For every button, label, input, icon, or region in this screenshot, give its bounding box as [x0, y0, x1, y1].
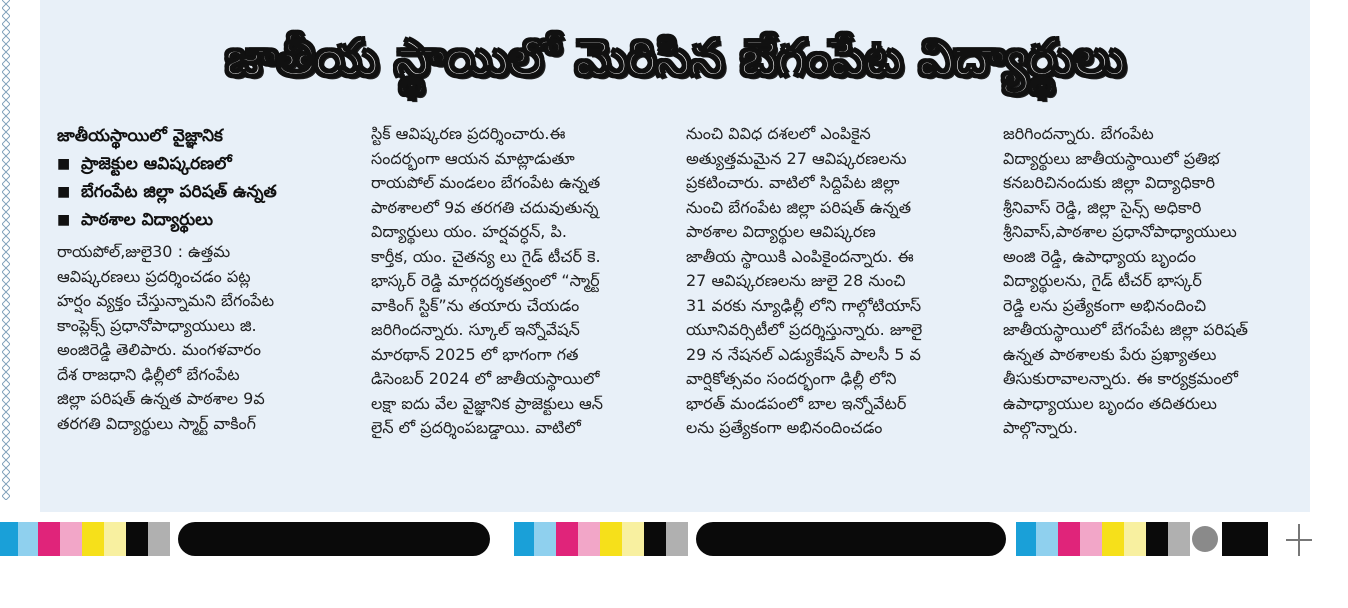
text-line: లను ప్రత్యేకంగా అభినందించడం [686, 418, 883, 437]
page-edge-decoration [2, 0, 16, 500]
color-swatch-light-cyan [534, 522, 556, 556]
text-line: వార్షికోత్సవం సందర్భంగా ఢిల్లీ లోని [686, 369, 897, 388]
color-swatch-cyan [514, 522, 534, 556]
text-line: 27 ఆవిష్కరణలను జులై 28 నుంచి [686, 271, 906, 290]
text-line: జరిగిందన్నారు. బేగంపేట [1003, 124, 1154, 143]
text-line: విద్యార్థులు జాతీయస్థాయిలో ప్రతిభ [1003, 148, 1220, 168]
text-line: జాతీయ స్థాయికి ఎంపికైందన్నారు. ఈ [686, 246, 914, 266]
bullet-icon: ■ [57, 184, 71, 200]
text-line: విద్యార్థులను, గైడ్ టీచర్ భాస్కర్ [1003, 271, 1202, 290]
text-line: తీసుకురావాలన్నారు. ఈ కార్యక్రమంలో [1003, 369, 1238, 388]
article-column-3 [686, 122, 986, 502]
text-line: ఉపాధ్యాయుల బృందం తదితరులు [1003, 393, 1217, 413]
text-line: శ్రీనివాస్ రెడ్డి, జిల్లా సైన్స్ అధికారి [1003, 197, 1202, 217]
article-column-2 [371, 122, 671, 502]
text-line: రాయపోల్ మండలం బేగంపేట ఉన్నత [371, 173, 601, 192]
color-swatch-light-magenta [1080, 522, 1102, 556]
text-line: అంజిరెడ్డి తెలిపారు. మంగళవారం [57, 340, 261, 359]
color-swatch-yellow [82, 522, 104, 556]
text-line: మారథాన్ 2025 లో భాగంగా గత [371, 344, 579, 364]
text-line: లైన్ లో ప్రదర్శింపబడ్డాయి. వాటిలో [371, 418, 581, 437]
color-swatch-light-magenta [60, 522, 82, 556]
bullet-icon: ■ [57, 156, 71, 172]
article-column-4 [1003, 122, 1303, 502]
bullet-icon: ■ [57, 212, 71, 228]
color-swatch-magenta [556, 522, 578, 556]
text-line: స్టిక్ ఆవిష్కరణ ప్రదర్శించారు.ఈ [371, 124, 566, 143]
deck-line: ■ ప్రాజెక్టుల ఆవిష్కరణలో [57, 150, 365, 178]
text-line: శ్రీనివాస్,పాఠశాల ప్రధానోపాధ్యాయులు [1003, 222, 1237, 241]
color-swatch-light-yellow [622, 522, 644, 556]
text-line: భారత్ మండపంలో బాల ఇన్నోవేటర్ [686, 393, 907, 413]
color-swatch-black [126, 522, 148, 556]
text-line: నుంచి బేగంపేట జిల్లా పరిషత్ ఉన్నత [686, 197, 912, 217]
text-line: ప్రకటించారు. వాటిలో సిద్దిపేట జిల్లా [686, 173, 900, 192]
text-line: కనబరిచినందుకు జిల్లా విద్యాధికారి [1003, 173, 1216, 192]
text-line: పాల్గొన్నారు. [1003, 418, 1078, 437]
text-line: భాస్కర్ రెడ్డి మార్గదర్శకత్వంలో “స్మార్ట్ [371, 271, 600, 290]
color-swatch-black [1146, 522, 1168, 556]
color-swatch-gray [148, 522, 170, 556]
text-line: లక్షా ఐదు వేల వైజ్ఞానిక ప్రాజెక్టులు ఆన్ [371, 393, 603, 413]
text-line: 31 వరకు న్యూఢిల్లీ లోని గాల్గోటియాస్ [686, 295, 922, 315]
color-swatch-light-yellow [104, 522, 126, 556]
headline: జాతీయ స్థాయిలో మెరిసిన బేగంపేట విద్యార్థులు [225, 29, 1125, 87]
deck-line: ■ పాఠశాల విద్యార్థులు [57, 206, 365, 234]
text-line: ఆవిష్కరణలు ప్రదర్శించడం పట్ల [57, 266, 251, 286]
black-registration-bar [178, 522, 490, 556]
color-swatch-black [644, 522, 666, 556]
text-line: పాఠశాల విద్యార్థుల ఆవిష్కరణ [686, 222, 876, 241]
text-line: కార్తీక, యం. చైతన్య లు గైడ్ టీచర్ కె. [371, 246, 601, 266]
color-swatch-gray [666, 522, 688, 556]
text-line: నుంచి వివిధ దశలలో ఎంపికైన [686, 124, 871, 143]
text-line: జరిగిందన్నారు. స్కూల్ ఇన్నోవేషన్ [371, 320, 580, 339]
color-swatch-light-cyan [1036, 522, 1058, 556]
color-swatch-cyan [0, 522, 18, 556]
text-line: జిల్లా పరిషత్ ఉన్నత పాఠశాల 9వ [57, 389, 265, 408]
text-line: యూనివర్సిటీలో ప్రదర్శిస్తున్నారు. జూలై [686, 320, 923, 339]
text-line: సందర్భంగా ఆయన మాట్లాడుతూ [371, 148, 575, 168]
color-swatch-cyan [1016, 522, 1036, 556]
text-line: హర్షం వ్యక్తం చేస్తున్నామని బేగంపేట [57, 291, 275, 310]
deck-line: ■ బేగంపేట జిల్లా పరిషత్ ఉన్నత [57, 178, 365, 206]
text-line: రెడ్డి లను ప్రత్యేకంగా అభినందించి [1003, 295, 1207, 315]
color-swatch-yellow [1102, 522, 1124, 556]
color-swatch-yellow [600, 522, 622, 556]
color-swatch-light-magenta [578, 522, 600, 556]
deck-line: జాతీయస్థాయిలో వైజ్ఞానిక [57, 126, 223, 146]
deck-subheading [57, 122, 365, 234]
text-line: వాకింగ్ స్టిక్”ను తయారు చేయడం [371, 295, 580, 315]
registration-crosshair-icon [1286, 520, 1312, 560]
color-swatch-light-cyan [18, 522, 38, 556]
text-line: విద్యార్థులు యం. హర్షవర్ధన్, పి. [371, 222, 567, 241]
news-article [40, 0, 1310, 512]
registration-circle [1192, 526, 1218, 552]
print-color-registration-bar [0, 520, 1348, 560]
color-swatch-magenta [1058, 522, 1080, 556]
text-line: అంజి రెడ్డి, ఉపాధ్యాయ బృందం [1003, 246, 1197, 266]
text-line: తరగతి విద్యార్థులు స్మార్ట్ వాకింగ్ [57, 413, 257, 433]
color-swatch-black [1222, 522, 1268, 556]
color-swatch-gray [1168, 522, 1190, 556]
article-column-1 [57, 122, 365, 502]
text-line: కాంప్లెక్స్ ప్రధానోపాధ్యాయులు జి. [57, 315, 257, 335]
text-line: 29 న నేషనల్ ఎడ్యుకేషన్ పాలసీ 5 వ [686, 344, 921, 364]
text-line: డిసెంబర్ 2024 లో జాతీయస్థాయిలో [371, 369, 600, 388]
color-swatch-magenta [38, 522, 60, 556]
text-line: ఉన్నత పాఠశాలకు పేరు ప్రఖ్యాతలు [1003, 344, 1217, 364]
text-line: రాయపోల్,జులై30 : ఉత్తమ [57, 242, 231, 261]
black-registration-bar [696, 522, 1006, 556]
text-line: అత్యుత్తమమైన 27 ఆవిష్కరణలను [686, 148, 907, 168]
text-line: పాఠశాలలో 9వ తరగతి చదువుతున్న [371, 197, 599, 217]
color-swatch-light-yellow [1124, 522, 1146, 556]
text-line: జాతీయస్థాయిలో బేగంపేట జిల్లా పరిషత్ [1003, 320, 1248, 339]
text-line: దేశ రాజధాని ఢిల్లీలో బేగంపేట [57, 364, 240, 384]
